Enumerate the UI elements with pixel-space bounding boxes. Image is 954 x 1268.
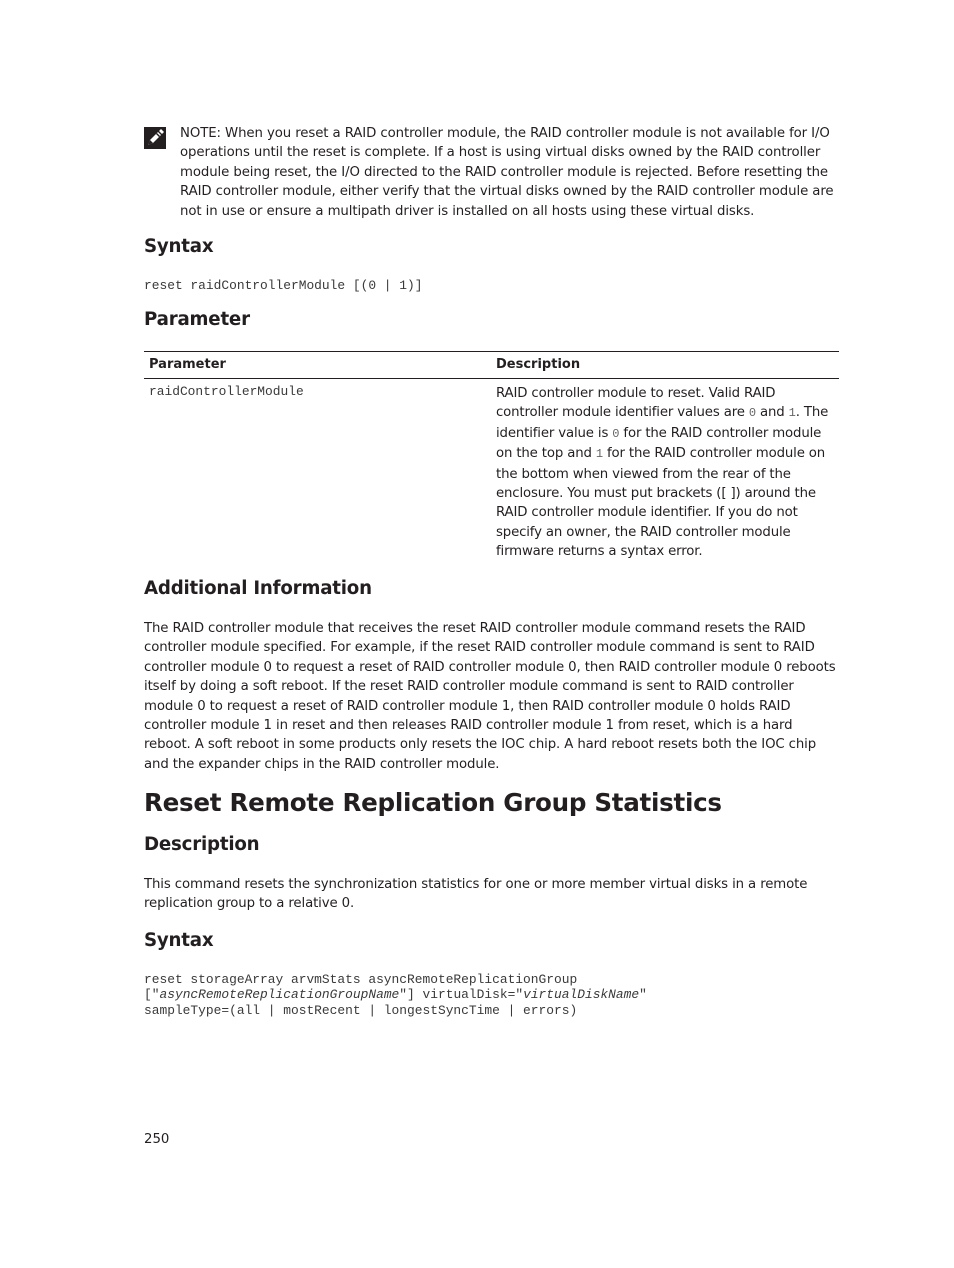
note-text: [180, 124, 842, 221]
desc-code: 0: [612, 426, 620, 441]
code-text: "] virtualDisk=": [399, 987, 524, 1003]
code-line-1: reset storageArray arvmStats asyncRemoteReplicationGroup: [144, 972, 578, 987]
syntax-heading: Syntax: [144, 236, 214, 257]
code-line-3: sampleType=(all | mostRecent | longestSyncTime | errors): [144, 1002, 578, 1018]
column-header-parameter: Parameter: [144, 352, 491, 379]
parameter-heading: Parameter: [144, 309, 250, 330]
desc-text: for the RAID controller module on the bottom when viewed from the rear of the enclosure. You must put brackets ([ ]) around the RAID controller module identifier. If you do not specify an owner, the RAID controller module firmware returns a syntax error.: [496, 446, 826, 560]
syntax-heading-2: Syntax: [144, 930, 214, 951]
additional-info-text: The RAID controller module that receives the reset RAID controller module command resets the RAID controller module specified. For example, if the reset RAID controller module command is sent to RAID controller module 0 to request a reset of RAID controller module 0, then RAID controller module 0 reboots itself by doing a soft reboot. If the reset RAID controller module command is sent to RAID controller module 0 to request a reset of RAID controller module 1, then RAID controller module 0 holds RAID controller module 1 in reset and then releases RAID controller module 1 from reset, which is a hard reboot. A soft reboot in some products only resets the IOC chip. A hard reboot resets both the IOC chip and the expander chips in the RAID controller module.: [144, 621, 836, 772]
parameter-description: [491, 379, 839, 562]
parameter-name: raidControllerModule: [149, 384, 304, 399]
desc-code: 1: [788, 406, 796, 421]
note-label: NOTE:: [180, 126, 221, 141]
table-header-row: [144, 352, 839, 379]
description-text: This command resets the synchronization statistics for one or more member virtual disks in a remote replication group to a relative 0.: [144, 877, 808, 912]
code-text: [": [144, 987, 160, 1003]
code-text: ": [639, 987, 647, 1003]
desc-text: for the RAID controller module on the top and: [496, 425, 822, 462]
desc-text: and: [755, 405, 789, 421]
syntax-code-2: [144, 972, 647, 1018]
column-header-description: Description: [491, 352, 839, 379]
syntax-code: reset raidControllerModule [(0 | 1)]: [144, 278, 423, 293]
table-row: [144, 379, 839, 562]
parameter-table: [144, 351, 839, 562]
pencil-note-icon: [144, 127, 166, 149]
desc-text: RAID controller module to reset. Valid RAID controller module identifier values are: [496, 386, 776, 421]
page-number: 250: [144, 1132, 170, 1147]
note-body: When you reset a RAID controller module, the RAID controller module is not available for I/O operations until the reset is complete. If a host is using virtual disks owned by the RAID controller module being reset, the I/O directed to the RAID controller module is rejected. Before resetting the RAID controller module, either verify that the virtual disks owned by the RAID controller module are not in use or ensure a multipath driver is installed on all hosts using these virtual disks.: [180, 126, 834, 219]
additional-info-heading: Additional Information: [144, 578, 372, 599]
code-placeholder: virtualDiskName: [523, 987, 640, 1003]
code-line-2: [144, 987, 647, 1002]
description-heading: Description: [144, 834, 260, 855]
desc-code: 0: [748, 406, 756, 421]
desc-code: 1: [595, 447, 603, 462]
code-placeholder: asyncRemoteReplicationGroupName: [159, 987, 400, 1003]
section-title: Reset Remote Replication Group Statistics: [144, 788, 722, 817]
desc-text: . The identifier value is: [496, 405, 829, 441]
